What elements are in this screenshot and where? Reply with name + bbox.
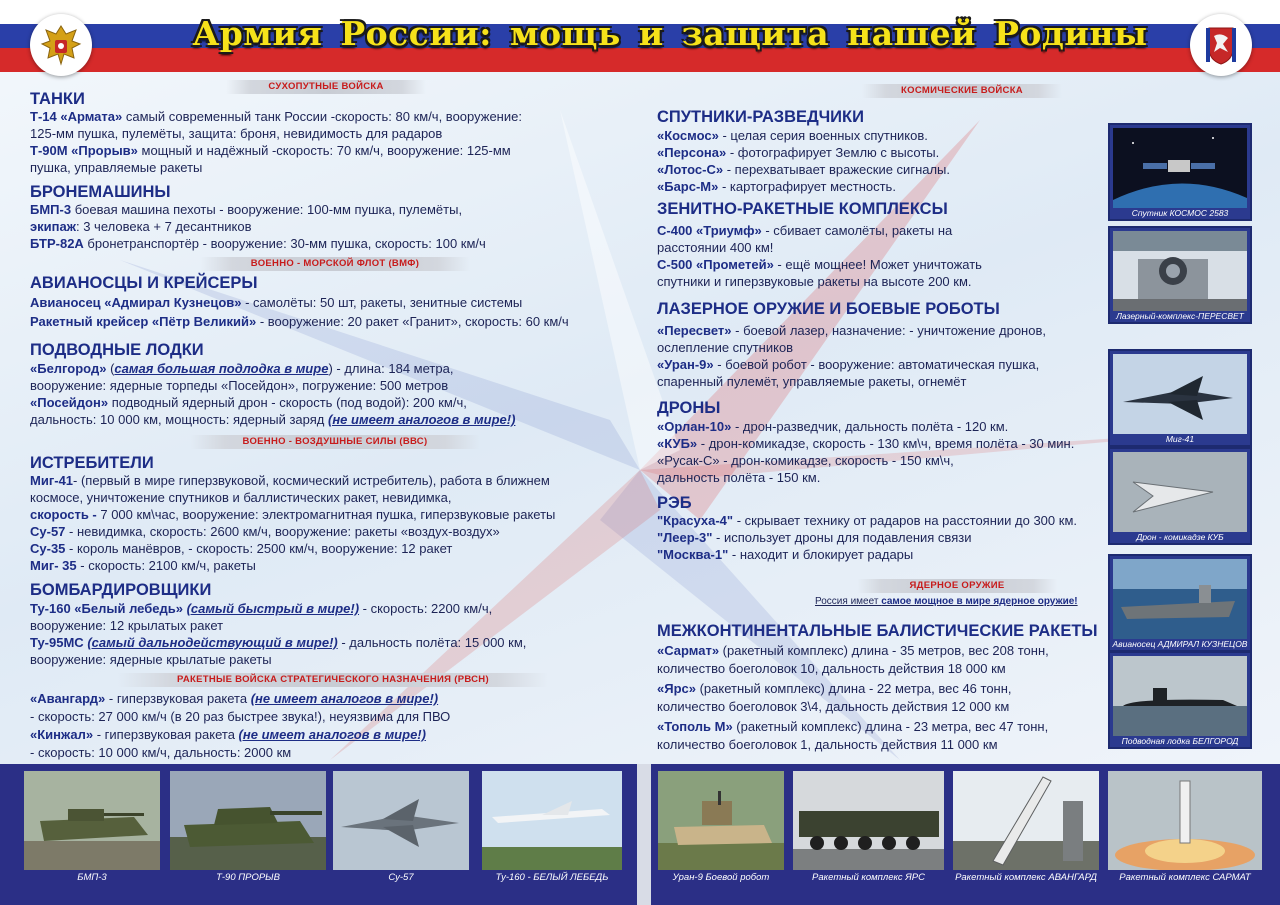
mig41-photo bbox=[1113, 354, 1247, 434]
drones-line-1: «Орлан-10» - дрон-разведчик, дальность полёта - 120 км. bbox=[657, 419, 1009, 434]
carriers-line-1: Авианосец «Адмирал Кузнецов» - самолёты: 50 шт, ракеты, зенитные системы bbox=[30, 295, 523, 310]
photo-caption: Спутник КОСМОС 2583 bbox=[1131, 208, 1229, 218]
banner-space-forces: КОСМИЧЕСКИЕ ВОЙСКА bbox=[862, 84, 1062, 98]
laser-complex-photo bbox=[1113, 231, 1247, 311]
photo-card-mig41 bbox=[1108, 349, 1252, 447]
t90-photo bbox=[170, 771, 326, 870]
armored-line-2: экипаж: 3 человека + 7 десантников bbox=[30, 219, 252, 234]
rvsn-line-4: - скорость: 10 000 км/ч, дальность: 2000 км bbox=[30, 745, 292, 760]
icbm-line-6: количество боеголовок 1, дальность действия 11 000 км bbox=[657, 737, 998, 752]
photo-caption: Миг-41 bbox=[1165, 434, 1195, 444]
submarine-photo bbox=[1113, 656, 1247, 736]
bottom-caption-t90: Т-90 ПРОРЫВ bbox=[216, 872, 280, 883]
sam-line-4: спутники и гиперзвуковые ракеты на высоте 200 км. bbox=[657, 274, 972, 289]
heading-carriers: АВИАНОСЦЫ И КРЕЙСЕРЫ bbox=[30, 274, 258, 292]
aircraft-carrier-photo bbox=[1113, 559, 1247, 639]
subs-line-4: дальность: 10 000 км, мощность: ядерный заряд (не имеет аналогов в мире!) bbox=[30, 412, 516, 427]
bottom-caption-uran9: Уран-9 Боевой робот bbox=[672, 872, 770, 883]
photo-card-kub bbox=[1108, 447, 1252, 545]
photo-caption: Подводная лодка БЕЛГОРОД bbox=[1121, 736, 1239, 746]
heading-submarines: ПОДВОДНЫЕ ЛОДКИ bbox=[30, 341, 204, 359]
icbm-line-5: «Тополь М» (ракетный комплекс) длина - 23 метра, вес 47 тонн, bbox=[657, 719, 1049, 734]
photo-card-peresvet bbox=[1108, 226, 1252, 324]
nuclear-statement: Россия имеет самое мощное в мире ядерное оружие! bbox=[815, 596, 1078, 607]
sats-line-3: «Лотос-С» - перехватывает вражеские сигналы. bbox=[657, 162, 951, 177]
heading-tanks: ТАНКИ bbox=[30, 90, 85, 108]
sam-line-2: расстоянии 400 км! bbox=[657, 240, 774, 255]
subs-line-3: «Посейдон» подводный ядерный дрон - скорость (под водой): 200 км/ч, bbox=[30, 395, 467, 410]
drones-line-2: «КУБ» - дрон-комикадзе, скорость - 130 км\ч, время полёта - 30 мин. bbox=[657, 436, 1075, 451]
banner-navy: ВОЕННО - МОРСКОЙ ФЛОТ (ВМФ) bbox=[200, 257, 470, 271]
su57-photo bbox=[333, 771, 469, 870]
ew-line-2: "Леер-3" - использует дроны для подавления связи bbox=[657, 530, 972, 545]
heading-satellites: СПУТНИКИ-РАЗВЕДЧИКИ bbox=[657, 108, 864, 126]
poster-title: Армия России: мощь и защита нашей Родины bbox=[192, 14, 1148, 53]
armored-line-3: БТР-82А бронетранспортёр - вооружение: 30-мм пушка, скорость: 100 км/ч bbox=[30, 236, 486, 251]
bottom-caption-tu160: Ту-160 - БЕЛЫЙ ЛЕБЕДЬ bbox=[495, 872, 609, 883]
tanks-line-3: Т-90М «Прорыв» мощный и надёжный -скорость: 70 км/ч, вооружение: 125-мм bbox=[30, 143, 511, 158]
rvsn-line-2: - скорость: 27 000 км/ч (в 20 раз быстрее звука!), неуязвима для ПВО bbox=[30, 709, 451, 724]
heading-electronic-warfare: РЭБ bbox=[657, 494, 692, 512]
photo-caption: Дрон - комикадзе КУБ bbox=[1136, 532, 1224, 542]
heading-drones: ДРОНЫ bbox=[657, 399, 721, 417]
bmp3-photo bbox=[24, 771, 160, 870]
kub-drone-photo bbox=[1113, 452, 1247, 532]
photo-card-kuznetsov bbox=[1108, 554, 1252, 652]
icbm-line-3: «Ярс» (ракетный комплекс) длина - 22 метра, вес 46 тонн, bbox=[657, 681, 1012, 696]
uran9-photo bbox=[658, 771, 784, 870]
heading-laser-robots: ЛАЗЕРНОЕ ОРУЖИЕ И БОЕВЫЕ РОБОТЫ bbox=[657, 300, 1000, 318]
icbm-line-2: количество боеголовок 10, дальность действия 18 000 км bbox=[657, 661, 1006, 676]
heading-icbm: МЕЖКОНТИНЕНТАЛЬНЫЕ БАЛИСТИЧЕСКИЕ РАКЕТЫ bbox=[657, 622, 1098, 640]
photo-caption: Авианосец АДМИРАЛ КУЗНЕЦОВ bbox=[1112, 639, 1248, 649]
bombers-line-4: вооружение: ядерные крылатые ракеты bbox=[30, 652, 272, 667]
sats-line-4: «Барс-М» - картографирует местность. bbox=[657, 179, 896, 194]
fighters-line-1: Миг-41- (первый в мире гиперзвуковой, космический истребитель), работа в ближнем bbox=[30, 473, 550, 488]
bombers-line-3: Ту-95МС (самый дальнодействующий в мире!) - дальность полёта: 15 000 км, bbox=[30, 635, 527, 650]
bombers-line-2: вооружение: 12 крылатых ракет bbox=[30, 618, 224, 633]
satellite-photo bbox=[1113, 128, 1247, 208]
photo-caption: Лазерный-комплекс-ПЕРЕСВЕТ bbox=[1116, 311, 1244, 321]
sats-line-2: «Персона» - фотографирует Землю с высоты. bbox=[657, 145, 940, 160]
sam-line-3: С-500 «Прометей» - ещё мощнее! Может уничтожать bbox=[657, 257, 982, 272]
laser-line-2: ослепление спутников bbox=[657, 340, 794, 355]
bottom-caption-su57: Су-57 bbox=[388, 872, 414, 883]
fighters-line-2: космосе, уничтожение спутников и баллистических ракет, невидимка, bbox=[30, 490, 452, 505]
heading-bombers: БОМБАРДИРОВЩИКИ bbox=[30, 581, 212, 599]
russia-coat-of-arms-icon bbox=[30, 14, 92, 76]
photo-card-belgorod bbox=[1108, 651, 1252, 749]
banner-ground-forces: СУХОПУТНЫЕ ВОЙСКА bbox=[226, 80, 426, 94]
laser-line-3: «Уран-9» - боевой робот - вооружение: автоматическая пушка, bbox=[657, 357, 1040, 372]
fighters-line-5: Су-35 - король манёвров, - скорость: 2500 км/ч, вооружение: 12 ракет bbox=[30, 541, 453, 556]
avangard-photo bbox=[953, 771, 1099, 870]
fighters-line-4: Су-57 - невидимка, скорость: 2600 км/ч, вооружение: ракеты «воздух-воздух» bbox=[30, 524, 500, 539]
bombers-line-1: Ту-160 «Белый лебедь» (самый быстрый в мире!) - скорость: 2200 км/ч, bbox=[30, 601, 493, 616]
crimea-coat-of-arms-icon bbox=[1190, 14, 1252, 76]
fighters-line-6: Миг- 35 - скорость: 2100 км/ч, ракеты bbox=[30, 558, 256, 573]
tu160-photo bbox=[482, 771, 622, 870]
ew-line-3: "Москва-1" - находит и блокирует радары bbox=[657, 547, 914, 562]
icbm-line-1: «Сармат» (ракетный комплекс) длина - 35 метров, вес 208 тонн, bbox=[657, 643, 1049, 658]
heading-fighters: ИСТРЕБИТЕЛИ bbox=[30, 454, 154, 472]
heading-armored: БРОНЕМАШИНЫ bbox=[30, 183, 171, 201]
drones-line-3: «Русак-С» - дрон-комикадзе, скорость - 150 км\ч, bbox=[657, 453, 954, 468]
heading-air-defense: ЗЕНИТНО-РАКЕТНЫЕ КОМПЛЕКСЫ bbox=[657, 200, 948, 218]
fighters-line-3: скорость - 7 000 км\час, вооружение: электромагнитная пушка, гиперзвуковые ракеты bbox=[30, 507, 556, 522]
bottom-caption-bmp3: БМП-3 bbox=[77, 872, 107, 883]
tanks-line-1: Т-14 «Армата» самый современный танк России -скорость: 80 км/ч, вооружение: bbox=[30, 109, 522, 124]
bottom-caption-avangard: Ракетный комплекс АВАНГАРД bbox=[955, 872, 1097, 883]
bottom-caption-sarmat: Ракетный комплекс САРМАТ bbox=[1119, 872, 1251, 883]
sam-line-1: С-400 «Триумф» - сбивает самолёты, ракеты на bbox=[657, 223, 953, 238]
laser-line-1: «Пересвет» - боевой лазер, назначение: - уничтожение дронов, bbox=[657, 323, 1046, 338]
tanks-line-2: 125-мм пушка, пулемёты, защита: броня, невидимость для радаров bbox=[30, 126, 443, 141]
subs-line-2: вооружение: ядерные торпеды «Посейдон», погружение: 500 метров bbox=[30, 378, 449, 393]
banner-nuclear: ЯДЕРНОЕ ОРУЖИЕ bbox=[857, 579, 1057, 593]
rvsn-line-3: «Кинжал» - гиперзвуковая ракета (не имеет аналогов в мире!) bbox=[30, 727, 426, 742]
laser-line-4: спаренный пулемёт, управляемые ракеты, огнемёт bbox=[657, 374, 967, 389]
bottom-caption-yars: Ракетный комплекс ЯРС bbox=[812, 872, 925, 883]
ew-line-1: "Красуха-4" - скрывает технику от радаров на расстоянии до 300 км. bbox=[657, 513, 1077, 528]
sarmat-photo bbox=[1108, 771, 1262, 870]
rvsn-line-1: «Авангард» - гиперзвуковая ракета (не имеет аналогов в мире!) bbox=[30, 691, 439, 706]
page-spine bbox=[637, 764, 651, 905]
icbm-line-4: количество боеголовок 3\4, дальность действия 12 000 км bbox=[657, 699, 1010, 714]
banner-air-force: ВОЕННО - ВОЗДУШНЫЕ СИЛЫ (ВВС) bbox=[190, 435, 480, 449]
drones-line-4: дальность полёта - 150 км. bbox=[657, 470, 821, 485]
sats-line-1: «Космос» - целая серия военных спутников. bbox=[657, 128, 928, 143]
armored-line-1: БМП-3 боевая машина пехоты - вооружение: 100-мм пушка, пулемёты, bbox=[30, 202, 463, 217]
yars-photo bbox=[793, 771, 944, 870]
subs-line-1: «Белгород» (самая большая подлодка в мире) - длина: 184 метра, bbox=[30, 361, 454, 376]
photo-card-kosmos bbox=[1108, 123, 1252, 221]
tanks-line-4: пушка, управляемые ракеты bbox=[30, 160, 203, 175]
banner-strategic-missile-forces: РАКЕТНЫЕ ВОЙСКА СТРАТЕГИЧЕСКОГО НАЗНАЧЕНИЯ (РВСН) bbox=[118, 673, 548, 687]
carriers-line-2: Ракетный крейсер «Пётр Великий» - вооружение: 20 ракет «Гранит», скорость: 60 км/ч bbox=[30, 314, 569, 329]
